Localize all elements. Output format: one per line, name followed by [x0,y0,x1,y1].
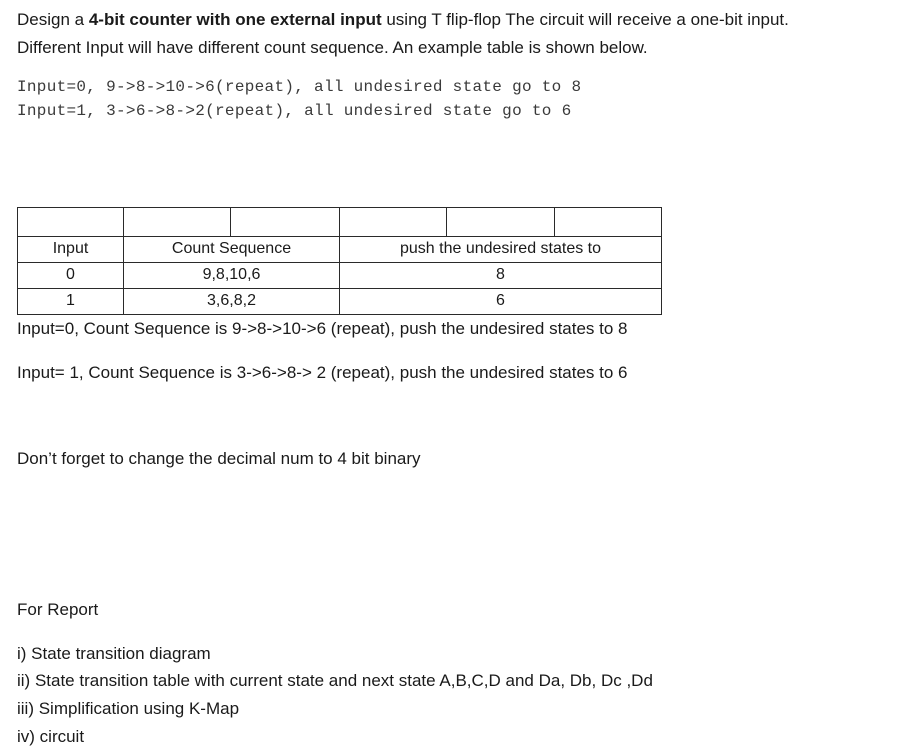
heading-line-1 [17,10,789,30]
binary-reminder: Don’t forget to change the decimal num to 4 bit binary [17,449,421,468]
row-1-sequence: 3,6,8,2 [207,292,256,309]
heading-prefix: Design a [17,10,89,29]
report-item-3: iii) Simplification using K-Map [17,699,240,718]
report-item-4: iv) circuit [17,727,85,746]
code-line-input-1: Input=1, 3->6->8->2(repeat), all undesired state go to 6 [17,102,572,120]
heading-bold: 4-bit counter with one external input [88,10,382,29]
heading-middle: using T flip-flop The circuit will receive a one-bit input. [381,10,789,29]
sequence-note-input-0: Input=0, Count Sequence is 9->8->10->6 (repeat), push the undesired states to 8 [17,319,628,338]
report-item-1: i) State transition diagram [17,644,211,663]
header-push-undesired: push the undesired states to [399,240,602,257]
heading-line-2: Different Input will have different count sequence. An example table is shown below. [17,38,648,57]
row-0-sequence: 9,8,10,6 [202,266,261,283]
header-count-sequence: Count Sequence [171,240,292,257]
header-input: Input [52,240,89,257]
row-0-push: 8 [496,266,505,283]
row-1-input: 1 [66,292,75,309]
report-item-2: ii) State transition table with current state and next state A,B,C,D and Da, Db, Dc ,Dd [17,671,653,690]
code-line-input-0: Input=0, 9->8->10->6(repeat), all undesired state go to 8 [17,78,582,96]
row-1-push: 6 [496,292,505,309]
sequence-note-input-1: Input= 1, Count Sequence is 3->6->8-> 2 (repeat), push the undesired states to 6 [17,363,628,382]
row-0-input: 0 [66,266,75,283]
report-title: For Report [17,600,99,619]
